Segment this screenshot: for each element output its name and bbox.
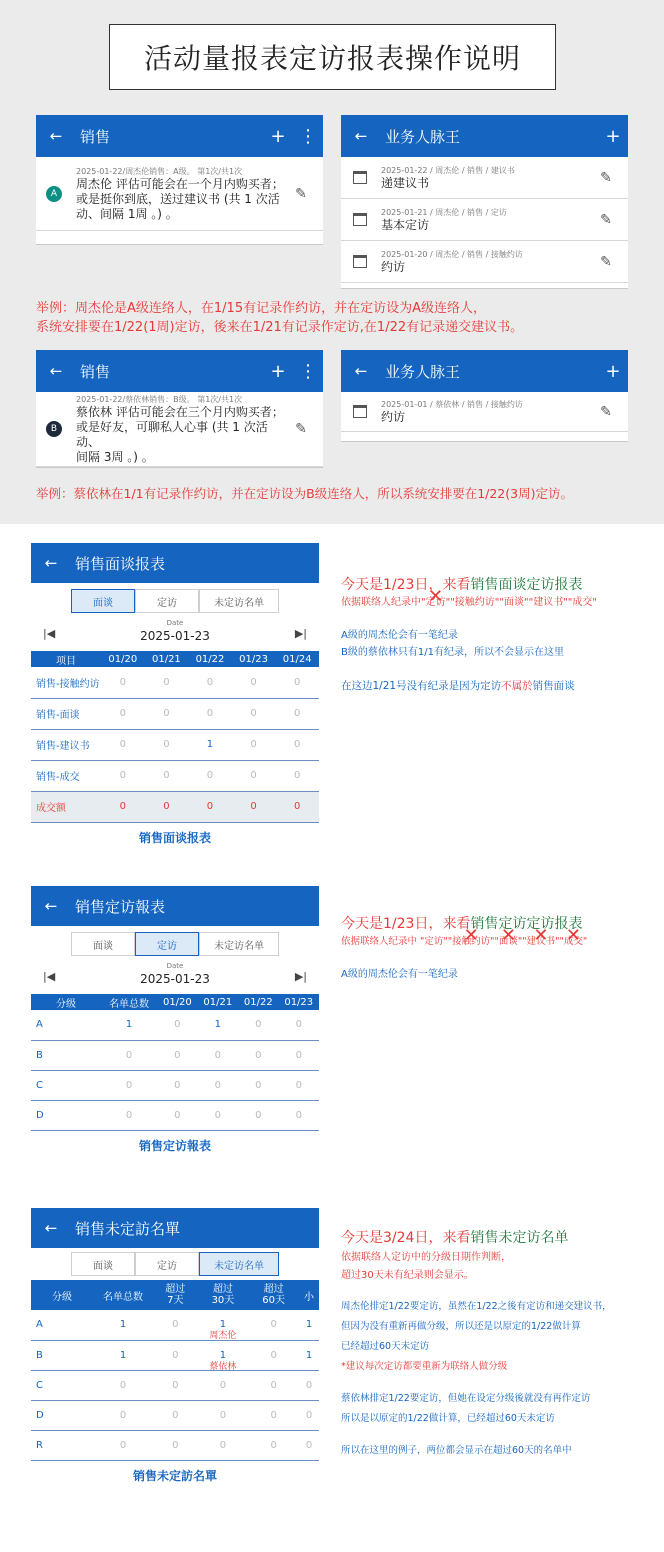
edit-pencil-icon[interactable]: ✎ — [600, 403, 612, 420]
calendar-icon — [353, 171, 367, 184]
back-arrow-icon[interactable]: ← — [354, 127, 368, 145]
back-arrow-icon[interactable]: ← — [44, 897, 58, 915]
edit-pencil-icon[interactable]: ✎ — [600, 169, 612, 186]
note-1: 今天是1/23日，来看销售面谈定访报表 依据联络人纪录中"定访" ✕"接触约访""面谈""建议书""成交" A级的周杰伦会有一笔纪录 B级的蔡依林只有1/1有纪录，所以不会显示在这里 在这边1/21号没有纪录是因为定访不属於销售面谈 — [341, 575, 661, 696]
panel-title: 销售面谈报表 — [75, 554, 166, 573]
grade-a-badge: A — [46, 186, 62, 202]
list-item[interactable] — [341, 157, 628, 199]
back-arrow-icon[interactable]: ← — [44, 1219, 58, 1237]
note-2: 今天是1/23日，来看销售定访定访报表 依据联络人纪录中 "定访""接触约访" ✕"面谈" ✕"建议书" ✕"成交" ✕ A级的周杰伦会有一笔纪录 — [341, 914, 661, 985]
table-row[interactable]: A 1 0 1 0 0 — [31, 1010, 319, 1040]
panel-header — [31, 543, 319, 583]
date-nav — [31, 619, 319, 651]
record-line: 蔡依林 评估可能会在三个月内购买者； — [76, 404, 284, 419]
last-page-icon[interactable]: ▶| — [294, 970, 307, 983]
record-text: 递建议书 — [381, 175, 430, 190]
tab-interview[interactable]: 面谈 — [71, 932, 135, 956]
back-arrow-icon[interactable]: ← — [49, 127, 63, 145]
grade-b-badge: B — [46, 421, 62, 437]
column-header: 01/20 — [157, 994, 197, 1010]
panel-caption: 销售未定訪名單 — [132, 1468, 217, 1483]
first-page-icon[interactable]: |◀ — [43, 970, 56, 983]
total-row: 成交额 0 0 0 0 0 — [31, 791, 319, 822]
table-row[interactable]: D 0 0 0 0 0 — [31, 1100, 319, 1130]
record-meta: 2025-01-20 / 周杰伦 / 销售 / 接触约访 — [381, 249, 523, 259]
panel-title: 销售未定訪名單 — [75, 1219, 181, 1238]
tab-unvisited[interactable]: 未定访名单 — [199, 1252, 279, 1276]
record-line: 动、间隔 1周 。) 。 — [76, 206, 178, 221]
list-item[interactable] — [341, 392, 628, 432]
date-value[interactable]: 2025-01-23 — [140, 629, 210, 643]
add-icon[interactable]: + — [605, 360, 621, 382]
column-header: 01/22 — [238, 994, 278, 1010]
column-header: 01/22 — [188, 651, 232, 667]
table-row[interactable]: D 0 0 0 0 0 — [31, 1400, 319, 1430]
page-title: 活动量报表定访报表操作说明 — [109, 24, 556, 90]
card-header — [36, 115, 323, 157]
list-item[interactable] — [36, 157, 323, 231]
unvisited-list — [31, 1208, 319, 1484]
back-arrow-icon[interactable]: ← — [49, 362, 63, 380]
record-body — [62, 166, 289, 222]
last-page-icon[interactable]: ▶| — [294, 627, 307, 640]
panel-title: 销售定访報表 — [75, 897, 166, 916]
panel-header — [31, 886, 319, 926]
table-row[interactable]: A 1 0 1 周杰伦 0 1 — [31, 1310, 319, 1340]
panel-header — [31, 1208, 319, 1248]
column-header: 01/21 — [145, 651, 189, 667]
table-row[interactable]: 销售-面谈 0 0 0 0 0 — [31, 698, 319, 729]
calendar-icon — [353, 405, 367, 418]
table-row[interactable]: 销售-接触约访 0 0 0 0 0 — [31, 667, 319, 698]
column-header: 超过 7天 — [153, 1280, 198, 1310]
table-row[interactable]: C 0 0 0 0 0 — [31, 1070, 319, 1100]
record-meta: 2025-01-22/周杰伦销售：A级。 第1次/共1次 — [76, 166, 243, 176]
tab-bar — [31, 932, 319, 956]
name-tag: 蔡依林 — [209, 1361, 237, 1372]
card-header — [341, 350, 628, 392]
tab-bar — [31, 589, 319, 613]
tab-visit[interactable]: 定访 — [135, 1252, 199, 1276]
list-item[interactable] — [36, 392, 323, 467]
table-row[interactable]: 销售-建议书 0 0 1 0 0 — [31, 729, 319, 760]
table-row[interactable]: R 0 0 0 0 0 — [31, 1430, 319, 1460]
back-arrow-icon[interactable]: ← — [354, 362, 368, 380]
card-title: 销售 — [80, 127, 111, 146]
calendar-icon — [353, 255, 367, 268]
date-label: Date — [166, 962, 184, 970]
table-row[interactable]: 销售-成交 0 0 0 0 0 — [31, 760, 319, 791]
record-meta: 2025-01-22/蔡依林销售：B级。 第1次/共1次 — [76, 394, 243, 404]
record-line: 间隔 3周 。) 。 — [76, 449, 154, 464]
name-tag: 周杰伦 — [209, 1331, 237, 1341]
report-table — [31, 1280, 319, 1461]
column-header: 分级 — [31, 1280, 93, 1310]
column-header: 01/20 — [101, 651, 145, 667]
sales-card-1 — [36, 115, 323, 245]
table-row[interactable]: B 0 0 0 0 0 — [31, 1040, 319, 1070]
tab-bar — [31, 1252, 319, 1276]
record-meta: 2025-01-22 / 周杰伦 / 销售 / 建议书 — [381, 165, 515, 175]
panel-caption: 销售定访報表 — [138, 1138, 211, 1153]
sales-visit-report — [31, 886, 319, 1154]
card-title: 业务人脉王 — [385, 127, 461, 146]
column-header: 01/23 — [279, 994, 320, 1010]
tab-unvisited[interactable]: 未定访名单 — [199, 932, 279, 956]
list-item[interactable] — [341, 199, 628, 241]
back-arrow-icon[interactable]: ← — [44, 554, 58, 572]
column-header: 01/24 — [275, 651, 319, 667]
table-row[interactable]: C 0 0 0 0 0 — [31, 1370, 319, 1400]
table-row[interactable]: B 1 0 1 蔡依林 0 1 — [31, 1340, 319, 1370]
edit-pencil-icon[interactable]: ✎ — [600, 211, 612, 228]
edit-pencil-icon[interactable]: ✎ — [295, 421, 307, 437]
tab-unvisited[interactable]: 未定访名单 — [199, 589, 279, 613]
tab-interview[interactable]: 面谈 — [71, 1252, 135, 1276]
report-table — [31, 994, 319, 1131]
contacts-card-2 — [341, 350, 628, 442]
add-icon[interactable]: + — [270, 360, 286, 382]
record-line: 或是好友，可聊私人心事 (共 1 次活动、 — [76, 419, 268, 449]
column-header: 名单总数 — [101, 994, 157, 1010]
card-header — [341, 115, 628, 157]
column-header: 小 — [299, 1280, 319, 1310]
more-icon[interactable]: ⋮ — [299, 360, 317, 382]
add-icon[interactable]: + — [605, 125, 621, 147]
column-header: 超过 30天 — [198, 1280, 249, 1310]
column-header: 名单总数 — [93, 1280, 153, 1310]
record-line: 周杰伦 评估可能会在一个月内购买者； — [76, 176, 284, 191]
record-line: 或是挺你到底，送过建议书 (共 1 次活 — [76, 191, 280, 206]
date-nav — [31, 962, 319, 994]
sales-card-2 — [36, 350, 323, 468]
list-item[interactable] — [341, 241, 628, 283]
note-3: 今天是3/24日，来看销售未定访名单 依据联络人定访中的分级日期作判断， 超过30天未有纪录则会显示。 周杰伦排定1/22要定访，虽然在1/22之後有定访和递交建议书， 但因为没有重新再做分级，所以还是以原定的1/22做计算 已经超过60天未定访 *建议每次定访都要重新为联络人做分级 蔡依林排定1/22要定访，但她在设定分级後就没有再作定访 所以是以原定的1/22做计算，已经超过60天未定访 所以在这里的例子，两位都会显示在超过60天的名单中 — [341, 1230, 612, 1456]
add-icon[interactable]: + — [270, 125, 286, 147]
card-title: 销售 — [80, 362, 111, 381]
column-header: 项目 — [31, 651, 101, 667]
record-meta: 2025-01-21 / 周杰伦 / 销售 / 定访 — [381, 207, 507, 217]
column-header: 分级 — [31, 994, 101, 1010]
contacts-card-1 — [341, 115, 628, 289]
tab-visit[interactable]: 定访 — [135, 589, 199, 613]
edit-pencil-icon[interactable]: ✎ — [600, 253, 612, 270]
panel-caption: 销售面谈报表 — [138, 830, 211, 845]
edit-pencil-icon[interactable]: ✎ — [295, 185, 307, 202]
record-text: 约访 — [381, 259, 406, 274]
date-value[interactable]: 2025-01-23 — [140, 972, 210, 986]
record-text: 基本定访 — [381, 217, 430, 232]
first-page-icon[interactable]: |◀ — [43, 627, 56, 640]
more-icon[interactable]: ⋮ — [299, 125, 317, 147]
date-label: Date — [166, 619, 184, 627]
column-header: 超过 60天 — [248, 1280, 299, 1310]
card-header — [36, 350, 323, 392]
report-table — [31, 651, 319, 823]
column-header: 01/21 — [198, 994, 238, 1010]
record-text: 约访 — [381, 409, 406, 424]
calendar-icon — [353, 213, 367, 226]
example-text-1: 举例：周杰伦是A级连络人，在1/15有记录作约访，并在定访设为A级连络人， 系统安排要在1/22(1周)定访，後来在1/21有记录作定访,在1/22有记录递交建议书。 — [36, 301, 524, 335]
sales-interview-report — [31, 543, 319, 846]
example-text-2: 举例：蔡依林在1/1有记录作约访，并在定访设为B级连络人，所以系统安排要在1/22(3周)定访。 — [36, 486, 573, 501]
tab-interview[interactable]: 面谈 — [71, 589, 135, 613]
record-meta: 2025-01-01 / 蔡依林 / 销售 / 接触约访 — [381, 399, 523, 409]
column-header: 01/23 — [232, 651, 276, 667]
card-title: 业务人脉王 — [385, 362, 461, 381]
tab-visit[interactable]: 定访 — [135, 932, 199, 956]
